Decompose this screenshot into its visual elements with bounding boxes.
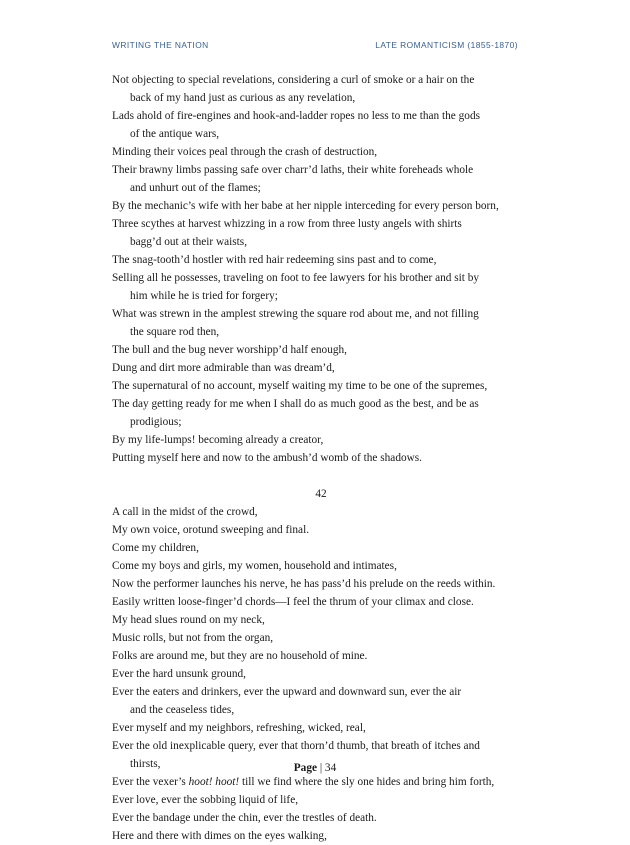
poem-line xyxy=(112,359,522,377)
poem-line-text: Ever myself and my neighbors, refreshing, wicked, real, xyxy=(112,722,366,734)
stanza-42-continued xyxy=(112,791,522,845)
poem-line xyxy=(112,557,522,575)
poem-line-text: Dung and dirt more admirable than was dream’d, xyxy=(112,362,335,374)
poem-line xyxy=(112,647,522,665)
poem-line-text: My own voice, orotund sweeping and final. xyxy=(112,524,310,536)
poem-line-text: Come my boys and girls, my women, household and intimates, xyxy=(112,560,397,572)
poem-line-text: Putting myself here and now to the ambush’d womb of the shadows. xyxy=(112,452,422,464)
poem-line-text: Ever the old inexplicable query, ever that thorn’d thumb, that breath of itches and xyxy=(112,740,480,752)
poem-line-continuation: the square rod then, xyxy=(130,326,220,338)
poem-line xyxy=(112,503,522,521)
poem-line-text: By my life-lumps! becoming already a creator, xyxy=(112,434,324,446)
poem-line-text: My head slues round on my neck, xyxy=(112,614,265,626)
poem-line-text: The day getting ready for me when I shall do as much good as the best, and be as xyxy=(112,398,479,410)
poem-line-continuation: and the ceaseless tides, xyxy=(130,704,235,716)
vexer-after: till we find where the sly one hides and bring him forth, xyxy=(239,776,495,788)
poem-line xyxy=(112,449,522,467)
vexer-emphasis: hoot! hoot! xyxy=(188,776,240,788)
poem-line xyxy=(112,377,522,395)
poem-line xyxy=(112,665,522,683)
header-book-title: WRITING THE NATION xyxy=(112,40,209,50)
vexer-before: Ever the vexer’s xyxy=(112,776,189,788)
poem-line xyxy=(112,107,522,143)
poem-line-text: Selling all he possesses, traveling on foot to fee lawyers for his brother and sit by xyxy=(112,272,480,284)
poem-line xyxy=(112,251,522,269)
poem-line-text: Ever the hard unsunk ground, xyxy=(112,668,246,680)
stanza-41-end xyxy=(112,71,522,467)
poem-line-text: Their brawny limbs passing safe over charr’d laths, their white foreheads whole xyxy=(112,164,474,176)
poem-line-text: Easily written loose-finger’d chords—I feel the thrum of your climax and close. xyxy=(112,596,474,608)
poem-line xyxy=(112,539,522,557)
poem-line-text: Folks are around me, but they are no household of mine. xyxy=(112,650,368,662)
poem-line-text: Ever love, ever the sobbing liquid of life, xyxy=(112,794,299,806)
poem-line-continuation: bagg’d out at their waists, xyxy=(130,236,248,248)
poem-line xyxy=(112,719,522,737)
poem-line-continuation: back of my hand just as curious as any revelation, xyxy=(130,92,356,104)
poem-line-text: By the mechanic’s wife with her babe at her nipple interceding for every person born, xyxy=(112,200,499,212)
poem-line xyxy=(112,215,522,251)
poem-line-text: The bull and the bug never worshipp’d half enough, xyxy=(112,344,347,356)
poem-line-text: Lads ahold of fire-engines and hook-and-ladder ropes no less to me than the gods xyxy=(112,110,480,122)
poem-line xyxy=(112,827,522,845)
poem-line xyxy=(112,521,522,539)
poem-line xyxy=(112,341,522,359)
header-section-title: LATE ROMANTICISM (1855-1870) xyxy=(375,40,518,50)
poem-line-text: Not objecting to special revelations, considering a curl of smoke or a hair on the xyxy=(112,74,475,86)
poem-line xyxy=(112,683,522,719)
poem-line xyxy=(112,269,522,305)
poem-line xyxy=(112,575,522,593)
poem-line-text: Music rolls, but not from the organ, xyxy=(112,632,274,644)
poem-line-text: Come my children, xyxy=(112,542,199,554)
poem-line-text: Here and there with dimes on the eyes walking, xyxy=(112,830,327,842)
poem-line-text: Three scythes at harvest whizzing in a row from three lusty angels with shirts xyxy=(112,218,462,230)
poem-line-text: The snag-tooth’d hostler with red hair redeeming sins past and to come, xyxy=(112,254,437,266)
footer-separator: | xyxy=(319,762,323,774)
poem-line xyxy=(112,593,522,611)
running-header xyxy=(112,40,518,50)
poem-line xyxy=(112,611,522,629)
poem-line-continuation: of the antique wars, xyxy=(130,128,220,140)
poem-line xyxy=(112,143,522,161)
poem-line-text: Minding their voices peal through the crash of destruction, xyxy=(112,146,378,158)
poem-line-text: What was strewn in the amplest strewing the square rod about me, and not filling xyxy=(112,308,479,320)
poem-line-text: A call in the midst of the crowd, xyxy=(112,506,258,518)
poem-line-continuation: and unhurt out of the flames; xyxy=(130,182,261,194)
poem-line-vexer xyxy=(112,773,522,791)
poem-line-continuation: him while he is tried for forgery; xyxy=(130,290,278,302)
poem-line xyxy=(112,629,522,647)
footer-page-label: Page xyxy=(293,762,317,774)
poem-line-text: Now the performer launches his nerve, he has pass’d his prelude on the reeds within. xyxy=(112,578,496,590)
poem-line-continuation: prodigious; xyxy=(130,416,182,428)
stanza-42 xyxy=(112,503,522,773)
poem-line xyxy=(112,161,522,197)
poem-body xyxy=(112,71,522,845)
poem-line xyxy=(112,305,522,341)
page-footer xyxy=(0,762,630,774)
poem-line xyxy=(112,71,522,107)
poem-line xyxy=(112,197,522,215)
section-number: 42 xyxy=(315,488,327,500)
poem-line-text: The supernatural of no account, myself waiting my time to be one of the supremes, xyxy=(112,380,488,392)
poem-line-text: Ever the bandage under the chin, ever the trestles of death. xyxy=(112,812,377,824)
footer-page-number: 34 xyxy=(324,762,337,774)
poem-line xyxy=(112,395,522,431)
poem-line xyxy=(112,809,522,827)
poem-line xyxy=(112,431,522,449)
poem-line xyxy=(112,791,522,809)
poem-line-continuation: thirsts, xyxy=(130,758,161,770)
poem-line-text: Ever the eaters and drinkers, ever the upward and downward sun, ever the air xyxy=(112,686,462,698)
